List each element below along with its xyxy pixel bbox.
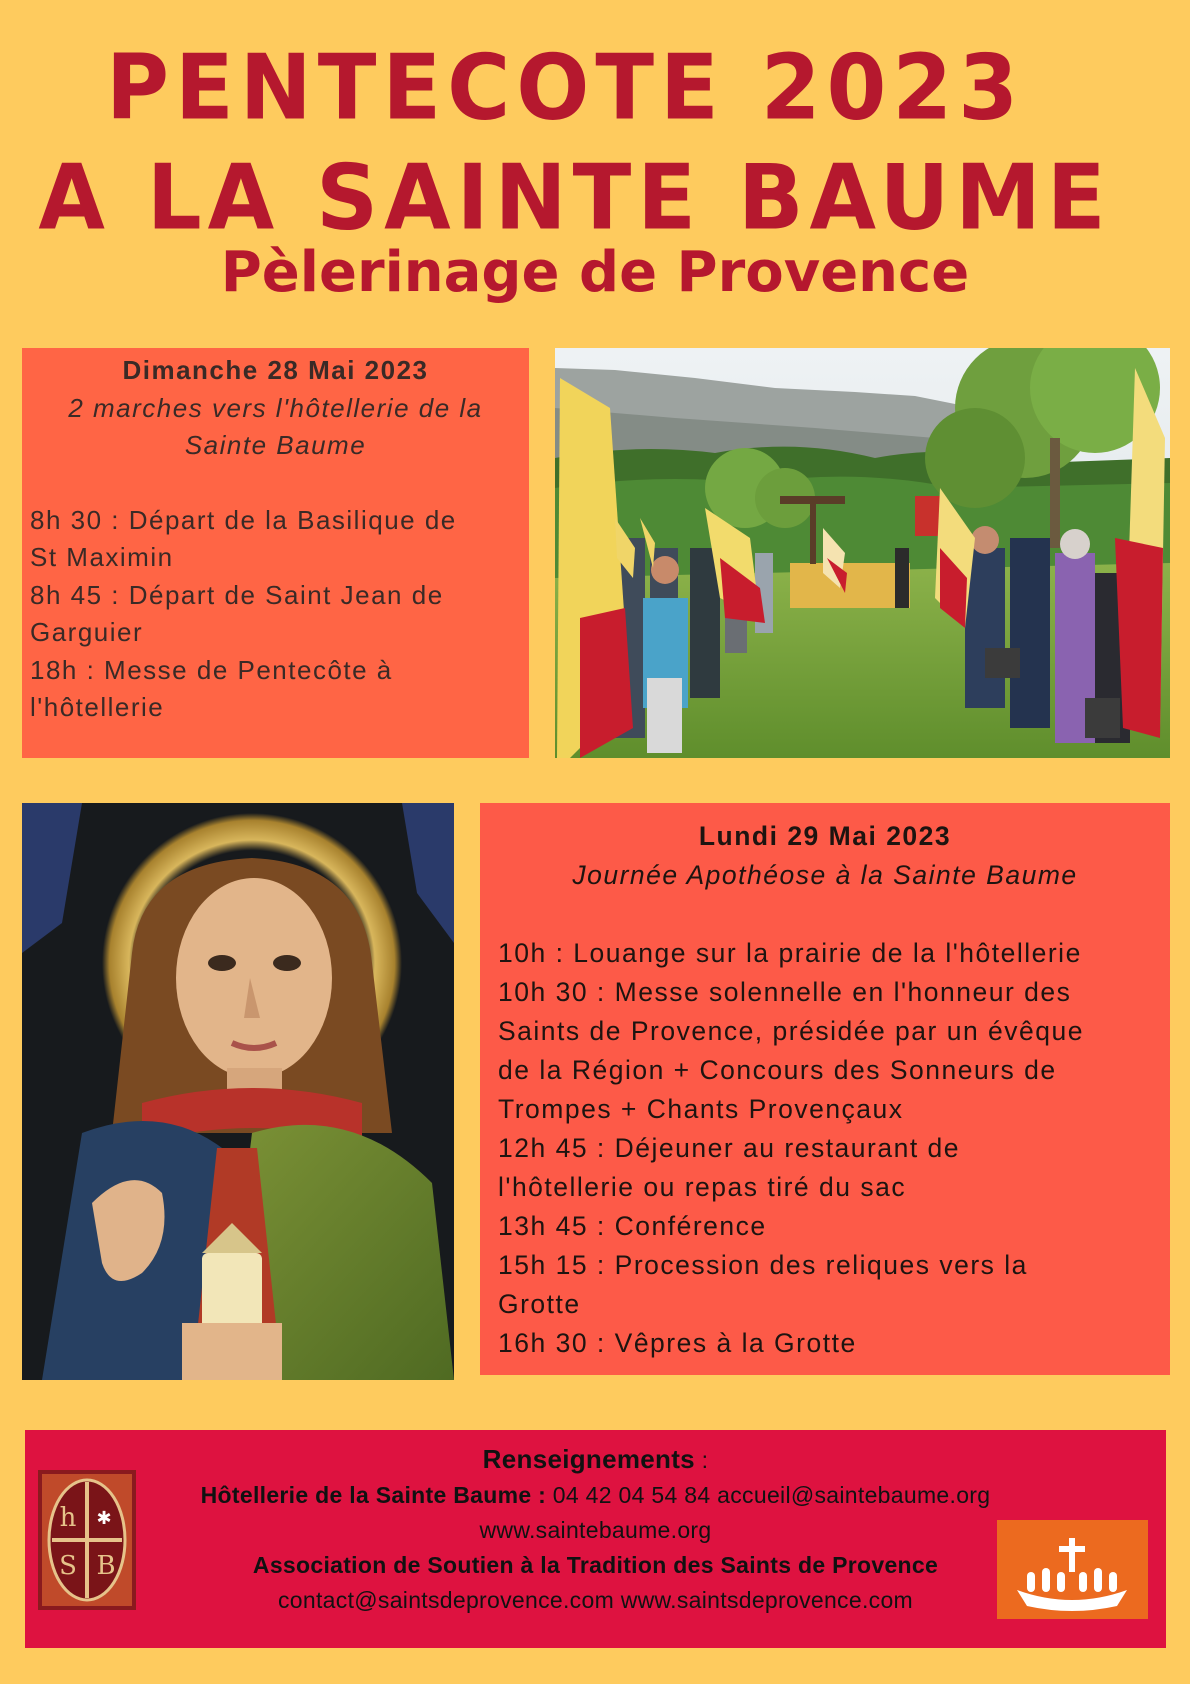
footer-heading	[25, 1442, 1166, 1478]
hsb-letter-s: S	[59, 1551, 77, 1581]
saints-de-provence-logo	[997, 1520, 1148, 1619]
sunday-intro-1: 2 marches vers l'hôtellerie de la	[68, 392, 483, 423]
sunday-date: Dimanche 28 Mai 2023	[122, 355, 429, 385]
svg-text:✱: ✱	[96, 1508, 112, 1529]
title-line-2: A LA SAINTE BAUME	[38, 145, 1112, 251]
monday-panel	[480, 803, 1170, 1375]
subtitle: Pèlerinage de Provence	[220, 240, 970, 305]
sunday-line: Garguier	[30, 617, 144, 647]
monday-date: Lundi 29 Mai 2023	[698, 821, 952, 851]
sunday-line: St Maximin	[30, 542, 174, 572]
monday-line: 13h 45 : Conférence	[498, 1211, 767, 1241]
hsb-logo	[38, 1470, 136, 1610]
monday-line: 10h 30 : Messe solennelle en l'honneur des	[498, 977, 1072, 1007]
sunday-intro-2: Sainte Baume	[184, 430, 367, 460]
saint-icon-painting	[22, 803, 454, 1380]
monday-line: l'hôtellerie ou repas tiré du sac	[498, 1172, 907, 1202]
monday-line: Trompes + Chants Provençaux	[498, 1094, 904, 1124]
association-contact: contact@saintsdeprovence.com www.saintsdeprovence.com	[278, 1587, 913, 1613]
monday-line: 12h 45 : Déjeuner au restaurant de	[498, 1133, 961, 1163]
association-name: Association de Soutien à la Tradition des Saints de Provence	[252, 1552, 939, 1578]
footer-hotel-line	[25, 1478, 1166, 1513]
monday-intro: Journée Apothéose à la Sainte Baume	[572, 860, 1078, 890]
sunday-line: 8h 45 : Départ de Saint Jean de	[30, 579, 444, 610]
monday-line: Grotte	[498, 1289, 581, 1319]
sunday-line: 8h 30 : Départ de la Basilique de	[30, 504, 457, 535]
hotel-label: Hôtellerie de la Sainte Baume :	[200, 1482, 547, 1508]
footer-title: Renseignements	[482, 1444, 695, 1474]
sunday-line: 18h : Messe de Pentecôte à	[30, 654, 393, 685]
hsb-letter-h: h	[59, 1503, 77, 1533]
pilgrimage-photo	[555, 348, 1170, 758]
info-footer	[25, 1430, 1166, 1648]
monday-line: 10h : Louange sur la prairie de la l'hôtellerie	[498, 938, 1082, 968]
monday-line: 16h 30 : Vêpres à la Grotte	[498, 1328, 857, 1358]
footer-title-suffix: :	[694, 1447, 709, 1473]
sunday-line: l'hôtellerie	[30, 692, 165, 722]
hotel-website: www.saintebaume.org	[479, 1517, 712, 1543]
monday-line: Saints de Provence, présidée par un évêque	[498, 1016, 1084, 1046]
monday-line: de la Région + Concours des Sonneurs de	[498, 1055, 1057, 1085]
sunday-panel	[22, 348, 529, 758]
monday-line: 15h 15 : Procession des reliques vers la	[498, 1250, 1028, 1280]
hotel-contact: 04 42 04 54 84 accueil@saintebaume.org	[546, 1482, 991, 1508]
hsb-letter-b: B	[96, 1551, 116, 1581]
title-line-1: PENTECOTE 2023	[105, 35, 1025, 141]
